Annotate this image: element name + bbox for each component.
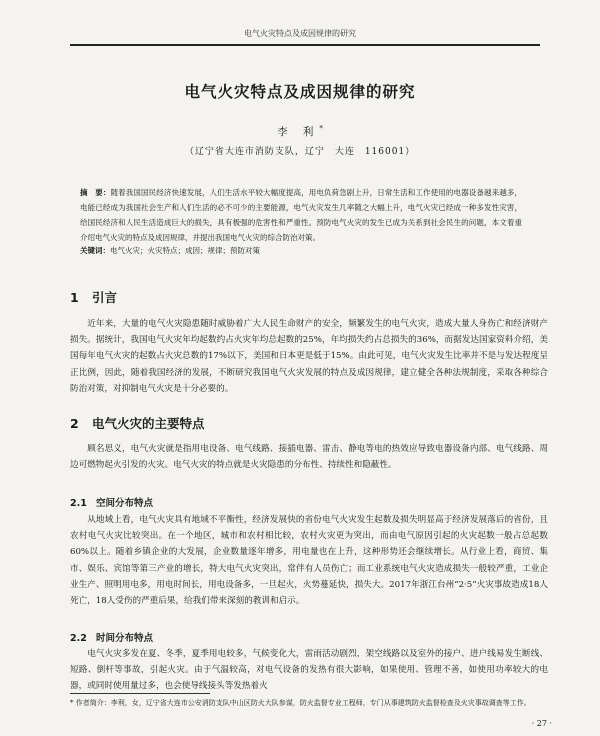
running-head: 电气火灾特点及成因规律的研究 [244, 29, 356, 38]
section-heading [70, 414, 205, 432]
author-footnote-mark: * [319, 124, 323, 133]
section-title: 引言 [92, 290, 118, 305]
footnote-rule [70, 693, 210, 694]
paragraph: 近年来，大量的电气火灾隐患随时威胁着广大人民生命财产的安全，频繁发生的电气火灾，造成大量人身伤亡和经济财产损失。据统计，我国电气火灾年均起数约占火灾年均总起数的25%，年均损失约占总损失的36%，而据发达国家资料介绍，美国每年电气火灾的起数占火灾总数的17%以下，美国和日本更是低于15%。由此可见，电气火灾发生比率并不是与发达程度呈正比例，因此，随着我国经济的发展，不断研究我国电气火灾发展的特点及成因规律，建立健全各种法规制度，采取各种综合防治对策，对抑制电气火灾是十分必要的。 [70, 319, 548, 394]
affiliation: （辽宁省大连市消防支队，辽宁 大连 116001） [184, 147, 416, 157]
subsection-heading [70, 630, 153, 644]
paper-title: 电气火灾特点及成因规律的研究 [184, 83, 416, 101]
paragraph: 从地域上看，电气火灾具有地域不平衡性，经济发展快的省份电气火灾发生起数及损失明显高于经济发展落后的省份，且农村电气火灾比较突出。在一个地区，城市和农村相比较，农村火灾更为突出，而由电气原因引起的火灾起数一般占总起数60%以上。随着乡镇企业的大发展，企业数量逐年增多，用电量也在上升，这种形势还会继续增长。从行业上看，商贸、集市、娱乐、宾馆等第三产业的增长，特大电气火灾突出，常伴有人员伤亡；而工业系统电气火灾造成损失一般较严重，工业企业生产、照明用电多，用电时间长，用电设备多，一旦起火，火势蔓延快，损失大。2017年浙江台州“2·5”火灾事故造成18人死亡，18人受伤的严重后果，给我们带来深刻的教训和启示。 [70, 515, 548, 607]
author [0, 124, 600, 139]
paragraph: 顾名思义，电气火灾就是指用电设备、电气线路、接插电器、雷击、静电等电的热效应导致电器设备内部、电气线路、周边可燃物起火引发的火灾。电气火灾的特点就是火灾隐患的分布性、持续性和隐蔽性。 [70, 444, 548, 471]
footnote: * 作者简介：李利，女，辽宁省大连市公安消防支队中山区防火大队参谋，防火监督专业工程师，专门从事建筑防火监督检查及火灾事故调查等工作。 [70, 699, 531, 707]
subsection-number: 2.2 [70, 633, 87, 644]
keywords-label: 关键词： [80, 246, 110, 255]
keywords [80, 244, 522, 257]
keywords-text: 电气火灾；火灾特点；成因；规律；预防对策 [110, 246, 260, 255]
section-heading [70, 288, 117, 306]
subsection-heading [70, 495, 153, 509]
page-number: · 27 · [531, 719, 552, 728]
subsection-title: 空间分布特点 [96, 498, 154, 509]
subsection-title: 时间分布特点 [96, 633, 154, 644]
abstract-label: 摘 要： [80, 188, 111, 197]
section-title: 电气火灾的主要特点 [92, 416, 205, 431]
paragraph: 电气火灾多发在夏、冬季，夏季用电较多，气候变化大，雷雨活动剧烈，架空线路以及室外的接户、进户线易发生断线、短路、倒杆等事故，引起火灾。由于气温较高，对电气设备的发热有很大影响，如果使用、管理不善，如使用功率较大的电器，或同时使用量过多，也会使导线接头等发热着火 [70, 649, 548, 692]
author-name: 李 利 [277, 126, 320, 138]
abstract-text: 随着我国国民经济快速发展，人们生活水平较大幅度提高，用电负荷急剧上升，日常生活和工作使用的电器设备越来越多，电能已经成为我国社会生产和人们生活的必不可少的主要能源，电气火灾发生几率随之大幅上升，电气火灾已经成一种多发性灾害，给国民经济和人民生活造成巨大的损失，具有极强的危害性和严重性。预防电气火灾的发生已成为关系到社会民生的问题，本文着重介绍电气火灾的特点及成因规律，并提出我国电气火灾的综合防治对策。 [80, 188, 523, 242]
abstract [80, 185, 522, 245]
section-number: 2 [70, 416, 79, 431]
section-number: 1 [70, 290, 79, 305]
header-rule [70, 44, 540, 46]
subsection-number: 2.1 [70, 498, 87, 509]
